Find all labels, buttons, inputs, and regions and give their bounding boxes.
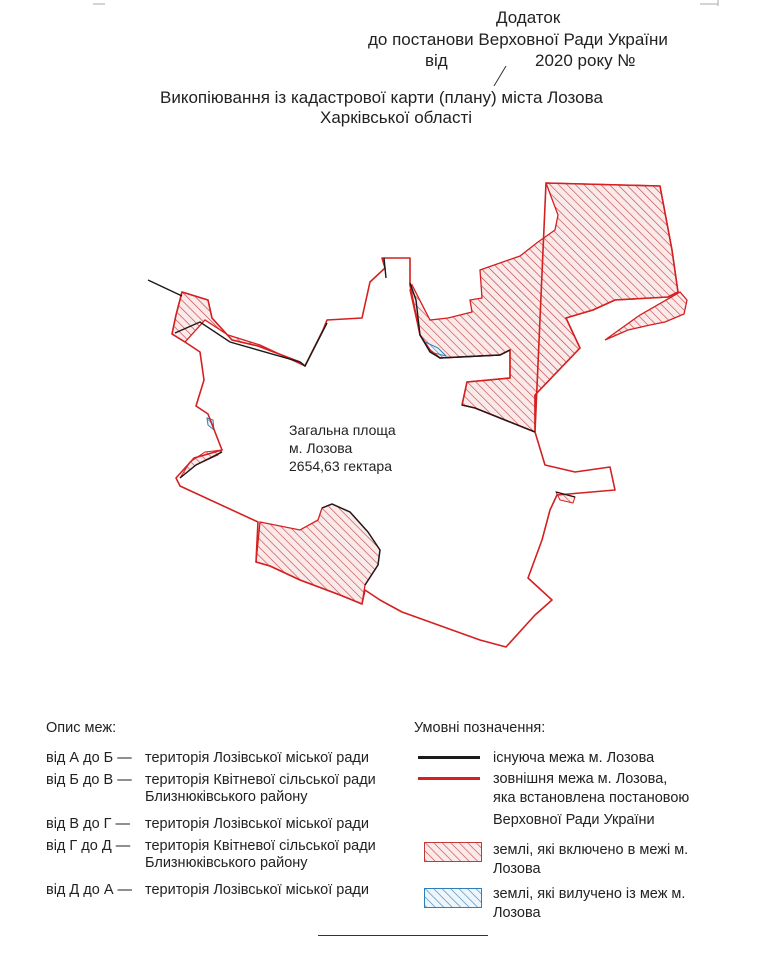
year-number-label: 2020 року №: [535, 51, 636, 70]
outer-boundary-symbol: [418, 777, 480, 780]
included-area-west-sliver: [180, 450, 222, 478]
resolution-line: до постанови Верховної Ради України: [368, 30, 668, 49]
legend-included-2: Лозова: [493, 861, 541, 877]
area-label-city: м. Лозова: [289, 440, 353, 456]
boundaries-title: Опис меж:: [46, 720, 117, 736]
annex-label: Додаток: [496, 8, 561, 27]
boundary-desc: територія Лозівської міської ради: [145, 882, 369, 898]
boundary-desc: територія Квітневої сільської ради: [145, 772, 376, 788]
boundary-desc-2: Близнюківського району: [145, 855, 308, 871]
boundary-row-bv: [46, 772, 406, 806]
boundary-from: від Г до Д —: [46, 838, 131, 854]
area-label-hectares: 2654,63 гектара: [289, 458, 392, 474]
boundary-from: від Д до А —: [46, 882, 133, 898]
map-title: Викопіювання із кадастрової карти (плану) міста Лозова: [160, 88, 603, 107]
boundary-from: від В до Г —: [46, 816, 131, 832]
boundary-desc: територія Лозівської міської ради: [145, 816, 369, 832]
boundary-from: від Б до В —: [46, 772, 132, 788]
boundary-desc: територія Квітневої сільської ради: [145, 838, 376, 854]
excluded-lands: [207, 342, 446, 430]
legend-outer-1: зовнішня межа м. Лозова,: [493, 771, 668, 787]
map-subtitle: Харківської області: [320, 108, 473, 127]
legend-existing: існуюча межа м. Лозова: [493, 750, 655, 766]
cursor-mark: [490, 64, 510, 90]
included-area-south: [256, 504, 380, 604]
date-from-label: від: [425, 51, 448, 70]
existing-boundary-symbol: [418, 756, 480, 759]
legend-outer-2: яка встановлена постановою: [493, 790, 690, 806]
legend-excluded-1: землі, які вилучено із меж м.: [493, 886, 686, 902]
legend-outer-3: Верховної Ради України: [493, 812, 655, 828]
area-label-total: Загальна площа: [289, 422, 396, 438]
excluded-lands-symbol: [424, 888, 482, 908]
included-lands: [172, 183, 687, 604]
legend-included-1: землі, які включено в межі м.: [493, 842, 689, 858]
cadastral-map: [0, 160, 771, 660]
legend-title: Умовні позначення:: [414, 720, 546, 736]
signature-line: [318, 935, 488, 936]
legend-excluded-2: Лозова: [493, 905, 541, 921]
included-lands-symbol: [424, 842, 482, 862]
boundary-row-gd: [46, 838, 406, 872]
top-rule: [0, 0, 771, 8]
boundary-desc: територія Лозівської міської ради: [145, 750, 369, 766]
included-area-west: [172, 292, 305, 366]
boundary-from: від А до Б —: [46, 750, 132, 766]
boundary-desc-2: Близнюківського району: [145, 789, 308, 805]
